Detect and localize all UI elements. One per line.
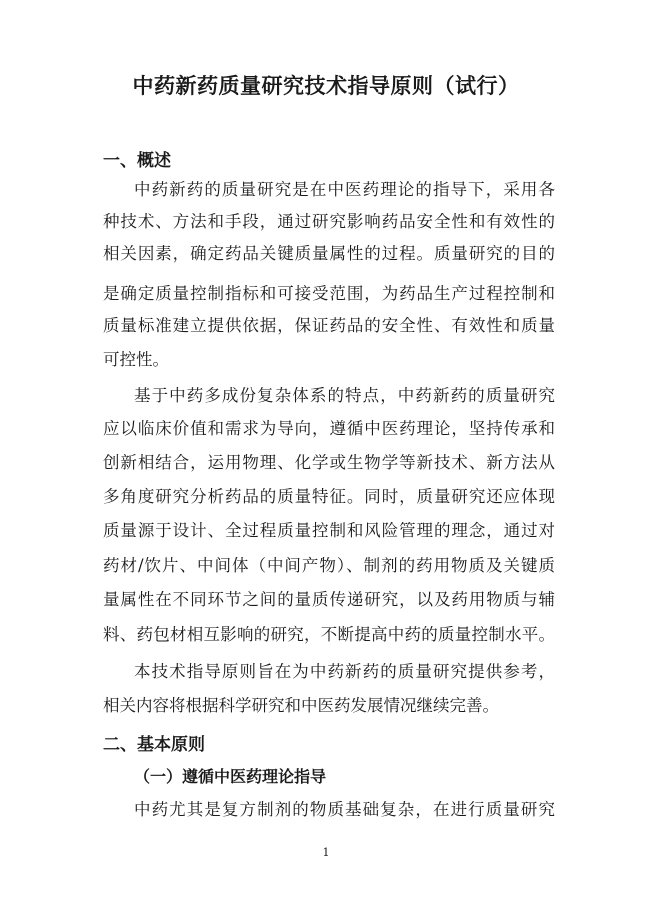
paragraph-line: 质量源于设计、全过程质量控制和风险管理的理念，通过对: [103, 521, 555, 540]
paragraph-line: 可控性。: [103, 350, 169, 369]
paragraph-line: 量属性在不同环节之间的量质传递研究，以及药用物质与辅: [103, 590, 555, 609]
paragraph-line: 料、药包材相互影响的研究，不断提高中药的质量控制水平。: [103, 625, 555, 644]
paragraph-line: 相关因素，确定药品关键质量属性的过程。质量研究的目的: [103, 244, 555, 263]
paragraph-line: 创新相结合，运用物理、化学或生物学等新技术、新方法从: [103, 453, 555, 472]
section-heading-overview: 一、概述: [103, 151, 171, 171]
document-title: 中药新药质量研究技术指导原则（试行）: [132, 74, 520, 98]
paragraph-line: 相关内容将根据科学研究和中医药发展情况继续完善。: [103, 696, 499, 715]
paragraph-line: 中药尤其是复方制剂的物质基础复杂，在进行质量研究: [134, 800, 555, 819]
paragraph-line: 多角度研究分析药品的质量特征。同时，质量研究还应体现: [103, 487, 555, 506]
paragraph-line: 本技术指导原则旨在为中药新药的质量研究提供参考，: [134, 662, 555, 681]
paragraph-line: 药材/饮片、中间体（中间产物）、制剂的药用物质及关键质: [103, 556, 555, 575]
paragraph-line: 中药新药的质量研究是在中医药理论的指导下，采用各: [134, 180, 555, 199]
paragraph-line: 质量标准建立提供依据，保证药品的安全性、有效性和质量: [103, 316, 555, 335]
paragraph-line: 种技术、方法和手段，通过研究影响药品安全性和有效性的: [103, 212, 555, 231]
page-number: 1: [322, 846, 330, 859]
paragraph-line: 应以临床价值和需求为导向，遵循中医药理论，坚持传承和: [103, 419, 555, 438]
paragraph-line: 基于中药多成份复杂体系的特点，中药新药的质量研究: [134, 386, 555, 405]
paragraph-line: 是确定质量控制指标和可接受范围，为药品生产过程控制和: [103, 284, 555, 303]
section-heading-basic-principles: 二、基本原则: [103, 735, 205, 755]
subsection-heading: （一）遵循中医药理论指导: [134, 767, 327, 786]
